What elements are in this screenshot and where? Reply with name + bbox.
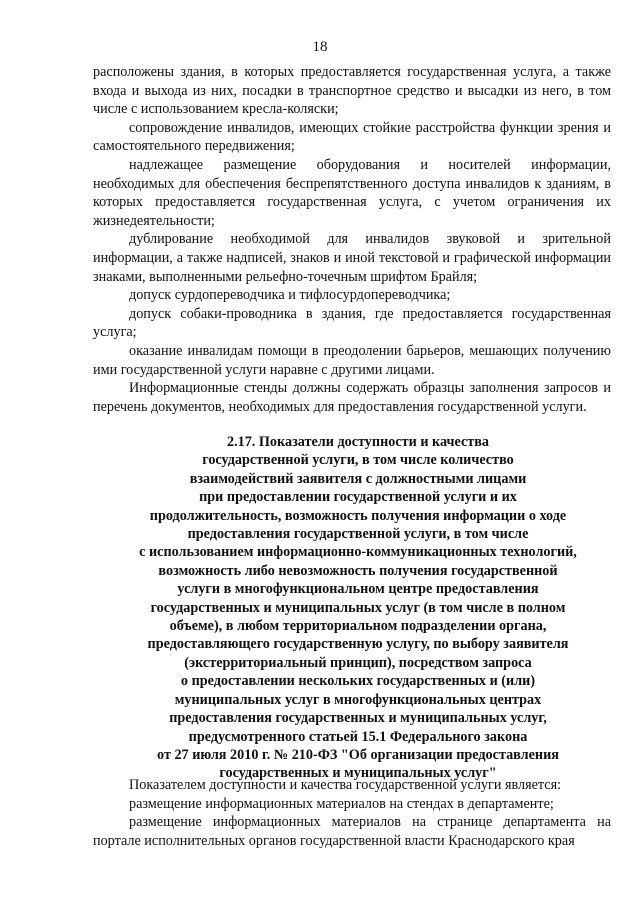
page-number: 18 xyxy=(312,39,328,55)
heading-line: о предоставлении нескольких государственных и (или) xyxy=(180,673,536,690)
paragraph: оказание инвалидам помощи в преодолении барьеров, мешающих получению ими государственной услуги наравне с другими лицами. xyxy=(93,342,611,378)
paragraph: допуск собаки-проводника в здания, где предоставляется государственная услуга; xyxy=(93,305,611,341)
heading-line: взаимодействий заявителя с должностными лицами xyxy=(189,470,527,487)
heading-line: 2.17. Показатели доступности и качества xyxy=(226,434,490,450)
paragraph: Показателем доступности и качества государственной услуги является: xyxy=(129,777,562,793)
tail-text xyxy=(93,776,611,850)
heading-line: муниципальных услуг в многофункциональных центрах xyxy=(174,691,542,708)
section-heading xyxy=(118,433,598,783)
heading-line: (экстерриториальный принцип), посредством запроса xyxy=(184,654,532,671)
heading-line: государственной услуги, в том числе количество xyxy=(202,452,514,469)
paragraph: надлежащее размещение оборудования и носителей информации, необходимых для обеспечения беспрепятственного доступа инвалидов к зданиям, в которых предоставляется государственная услуга, с учетом ограничения их жизнедеятельности; xyxy=(93,156,611,229)
heading-line: при предоставлении государственной услуги и их xyxy=(199,489,517,506)
heading-line: продолжительность, возможность получения информации о ходе xyxy=(149,507,567,524)
heading-line: предусмотренного статьей 15.1 Федерального закона xyxy=(188,728,528,745)
paragraph: размещение информационных материалов на стендах в департаменте; xyxy=(129,795,554,812)
heading-line: государственных и муниципальных услуг" xyxy=(219,765,497,782)
heading-line: с использованием информационно-коммуникационных технологий, xyxy=(139,544,577,561)
paragraph: допуск сурдопереводчика и тифлосурдопереводчика; xyxy=(129,287,451,304)
paragraph: расположены здания, в которых предоставляется государственная услуга, а также входа и выхода из них, посадки в транспортное средство и высадки из него, в том числе с использованием кресла-коляски; xyxy=(93,64,611,118)
heading-line: от 27 июля 2010 г. № 210-ФЗ "Об организации предоставления xyxy=(157,746,559,763)
paragraph: размещение информационных материалов на странице департамента на портале исполнительных органов государственной власти Краснодарского края xyxy=(93,814,611,849)
heading-line: государственных и муниципальных услуг (в том числе в полном xyxy=(150,599,566,616)
heading-line: предоставляющего государственную услугу, по выбору заявителя xyxy=(147,636,569,653)
heading-line: услуги в многофункциональном центре предоставления xyxy=(177,581,539,598)
body-text xyxy=(93,63,611,416)
heading-line: объеме), в любом территориальном подразделении органа, xyxy=(169,618,547,635)
heading-line: возможность либо невозможность получения государственной xyxy=(158,562,558,579)
paragraph: сопровождение инвалидов, имеющих стойкие расстройства функции зрения и самостоятельного передвижения; xyxy=(93,119,611,155)
paragraph: дублирование необходимой для инвалидов звуковой и зрительной информации, а также надписей, знаков и иной текстовой и графической информации знаками, выполненными рельефно-точечным шрифтом Брайля; xyxy=(93,231,611,285)
paragraph: Информационные стенды должны содержать образцы заполнения запросов и перечень документов, необходимых для предоставления государственной услуги. xyxy=(93,380,611,415)
heading-line: предоставления государственной услуги, в том числе xyxy=(187,526,529,543)
heading-line: предоставления государственных и муниципальных услуг, xyxy=(169,710,547,727)
